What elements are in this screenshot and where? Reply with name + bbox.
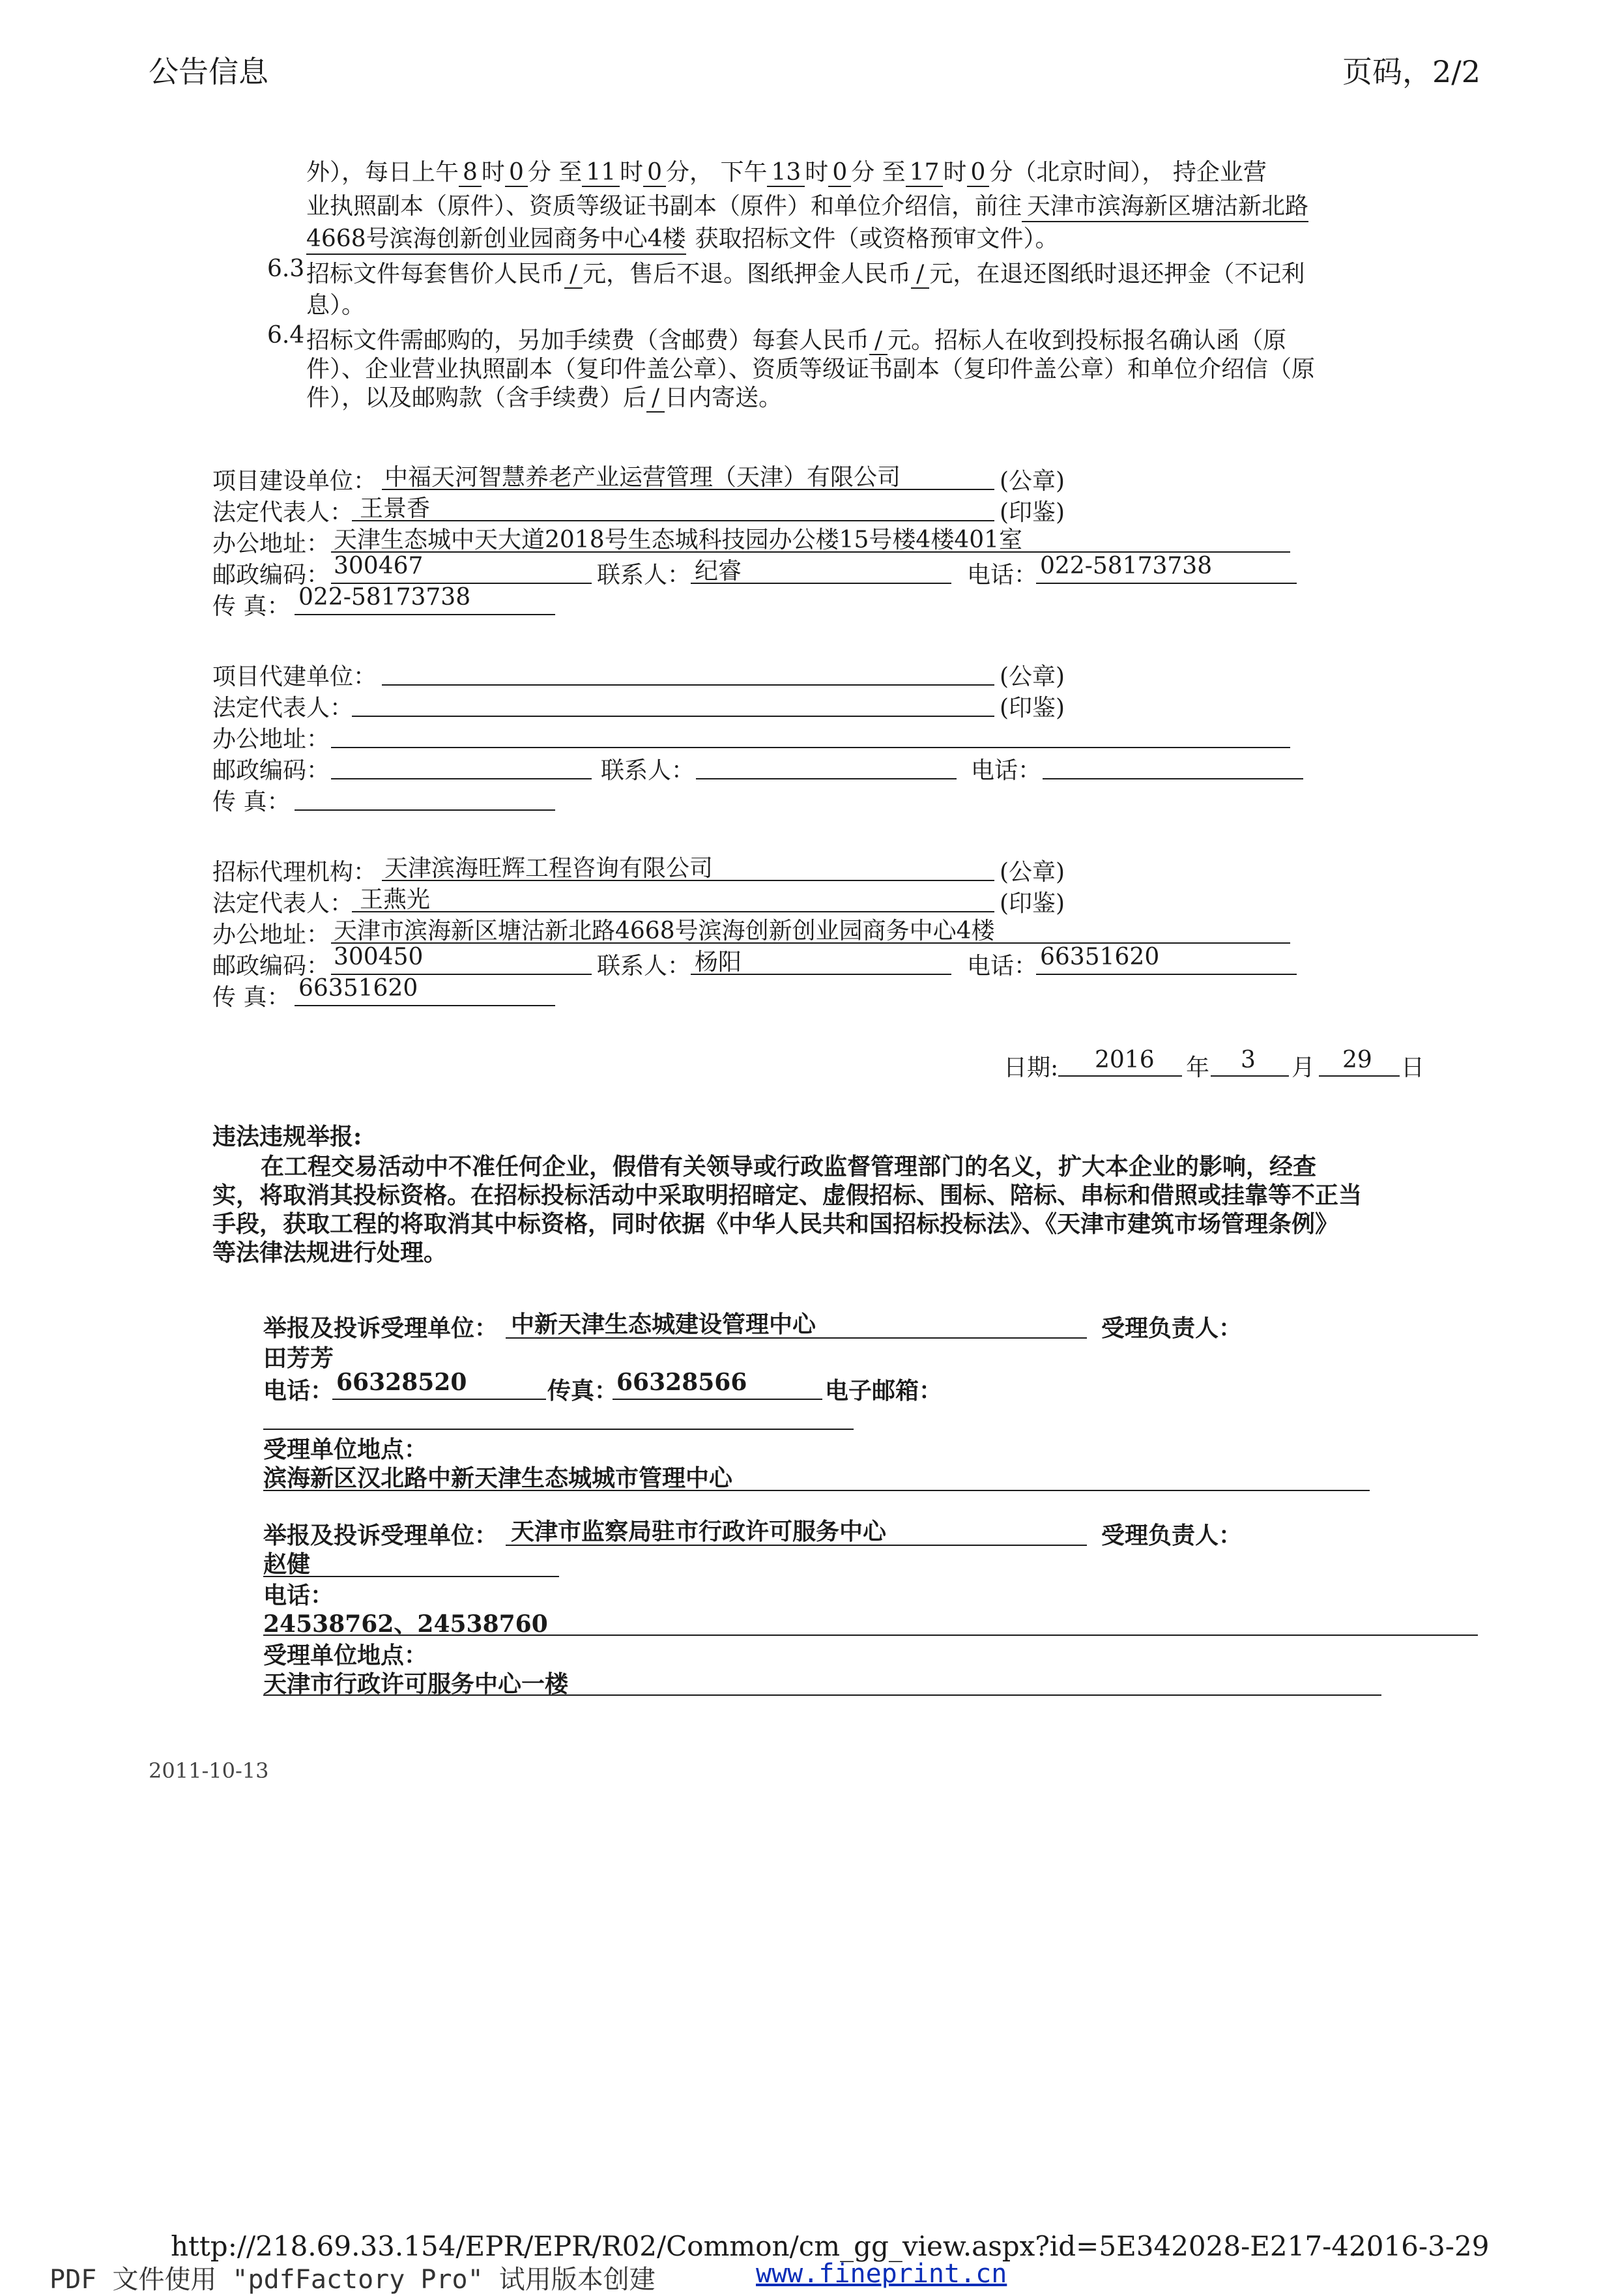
underline [506, 1545, 1087, 1546]
field-value: 13 [767, 159, 805, 187]
label: 办公地址： [212, 922, 330, 948]
owner-unit: 中福天河智慧养老产业运营管理（天津）有限公司 [384, 464, 901, 491]
field-value: 0 [967, 159, 990, 187]
date-year: 2016 [1095, 1047, 1155, 1073]
complaint1-tel: 66328520 [336, 1369, 467, 1396]
sec6-line1 [306, 154, 1267, 187]
text: 元，售后不退。图纸押金人民币 [583, 261, 912, 287]
label: 邮政编码： [212, 757, 330, 784]
underline [295, 614, 555, 615]
seal-label: (公章) [1000, 663, 1065, 690]
label: 电话： [967, 953, 1038, 980]
underline [691, 974, 951, 975]
label: 举报及投诉受理单位： [263, 1315, 498, 1342]
label: 项目代建单位： [212, 663, 377, 690]
text: 元。招标人在收到投标报名确认函（原 [887, 327, 1287, 354]
date-month: 3 [1241, 1047, 1256, 1073]
label: 传 真： [212, 789, 291, 815]
label: 办公地址： [212, 726, 330, 753]
field-value: / [646, 385, 665, 413]
page-number: 页码，2/2 [1342, 54, 1481, 89]
label: 日 [1401, 1054, 1425, 1081]
underline [352, 716, 994, 717]
underline [691, 583, 951, 584]
underline [1319, 1075, 1400, 1077]
document-date: 2011-10-13 [149, 1758, 269, 1783]
underline [1036, 974, 1297, 975]
report-paragraph-line: 实，将取消其投标资格。在招标投标活动中采取明招暗定、虚假招标、围标、陪标、串标和借照或挂靠等不正当 [212, 1182, 1363, 1209]
agency-address: 天津市滨海新区塘沽新北路4668号滨海创新创业园商务中心4楼 [334, 918, 995, 944]
seal-label: (公章) [1000, 859, 1065, 886]
label: 邮政编码： [212, 953, 330, 980]
label: 联系人： [597, 953, 691, 980]
text: 获取招标文件（或资格预审文件）。 [695, 225, 1059, 252]
text: 时 [805, 159, 829, 186]
owner-tel: 022-58173738 [1040, 553, 1213, 579]
report-paragraph-line: 等法律法规进行处理。 [212, 1239, 448, 1266]
text: 件），以及邮购款（含手续费）后 [306, 385, 647, 411]
sec64-line2: 件）、企业营业执照副本（复印件盖公章）、资质等级证书副本（复印件盖公章）和单位介绍信（原 [306, 356, 1316, 383]
agency-zip: 300450 [334, 944, 424, 970]
label: 法定代表人： [212, 695, 354, 721]
sec6-line2 [306, 188, 1308, 222]
header-title: 公告信息 [149, 54, 268, 89]
text: 分 至 [851, 159, 906, 186]
underline [1036, 583, 1297, 584]
label: 招标代理机构： [212, 859, 377, 886]
label: 联系人： [597, 562, 691, 589]
text: 时 [620, 159, 644, 186]
date-day: 29 [1342, 1047, 1372, 1073]
text: 分 至 [527, 159, 583, 186]
underline [382, 880, 994, 881]
underline [332, 1399, 546, 1400]
stamp-label: (印鉴) [1000, 890, 1065, 917]
label: 传 真： [212, 984, 291, 1011]
label: 年 [1186, 1054, 1210, 1081]
print-date: 2016-3-29 [1349, 2230, 1490, 2262]
complaint1-location: 滨海新区汉北路中新天津生态城城市管理中心 [263, 1464, 733, 1492]
label: 项目建设单位： [212, 468, 377, 495]
text: 元，在退还图纸时退还押金（不记利 [929, 261, 1305, 287]
underline [263, 1694, 1381, 1696]
label: 电话： [967, 562, 1038, 589]
underline [295, 809, 555, 811]
sec63-line2: 息）。 [306, 292, 366, 319]
underline [263, 1635, 1478, 1636]
seal-label: (公章) [1000, 468, 1065, 495]
owner-zip: 300467 [334, 553, 424, 579]
underline [382, 489, 994, 490]
item-number: 6.3 [267, 255, 305, 282]
label: 传真： [547, 1377, 618, 1404]
sec6-line3 [306, 220, 1059, 255]
text: 时 [943, 159, 967, 186]
agency-rep: 王燕光 [360, 886, 431, 913]
field-value: 天津市滨海新区塘沽新北路 [1022, 188, 1308, 222]
label: 受理单位地点： [263, 1436, 428, 1463]
underline [1043, 778, 1303, 779]
text: 招标文件每套售价人民币 [306, 261, 565, 287]
underline [331, 747, 1290, 748]
label: 法定代表人： [212, 499, 354, 526]
text: 招标文件需邮购的，另加手续费（含邮费）每套人民币 [306, 327, 870, 354]
label: 日期: [1003, 1054, 1059, 1081]
complaint2-responsible: 赵健 [263, 1550, 311, 1578]
field-value: 8 [459, 159, 482, 187]
underline [613, 1399, 822, 1400]
stamp-label: (印鉴) [1000, 695, 1065, 721]
label: 电话： [263, 1377, 334, 1404]
source-url: http://218.69.33.154/EPR/EPR/R02/Common/cm_gg_view.aspx?id=5E342028-E217-4... [171, 2230, 1376, 2262]
label: 受理负责人： [1101, 1522, 1243, 1549]
report-title: 违法违规举报: [212, 1123, 362, 1150]
stamp-label: (印鉴) [1000, 499, 1065, 526]
agency-unit: 天津滨海旺辉工程咨询有限公司 [384, 855, 714, 882]
label: 邮政编码： [212, 562, 330, 589]
field-value: 0 [505, 159, 528, 187]
underline [331, 778, 592, 779]
field-value: / [869, 327, 887, 355]
field-value: 17 [906, 159, 944, 187]
field-value: 0 [643, 159, 666, 187]
field-value: 4668号滨海创新创业园商务中心4楼 [306, 220, 686, 255]
field-value: / [911, 261, 929, 289]
complaint2-unit: 天津市监察局驻市行政许可服务中心 [511, 1518, 887, 1545]
label: 电话： [971, 757, 1042, 784]
agency-tel: 66351620 [1040, 944, 1160, 970]
underline [506, 1337, 1087, 1339]
item-number: 6.4 [267, 322, 305, 349]
label: 受理负责人： [1101, 1315, 1243, 1342]
underline [382, 684, 994, 686]
label: 联系人： [601, 757, 695, 784]
label: 传 真： [212, 593, 291, 620]
text: 分（北京时间）， 持企业营 [989, 159, 1267, 186]
label: 举报及投诉受理单位： [263, 1522, 498, 1549]
text: 分， 下午 [666, 159, 768, 186]
sec63-line1 [306, 255, 1305, 289]
owner-contact: 纪睿 [695, 558, 742, 585]
complaint1-unit: 中新天津生态城建设管理中心 [511, 1311, 816, 1338]
owner-fax: 022-58173738 [298, 584, 471, 611]
underline [1211, 1075, 1289, 1077]
underline [696, 778, 957, 779]
underline [1058, 1075, 1182, 1077]
fineprint-link[interactable]: www.fineprint.cn [756, 2259, 1007, 2289]
report-paragraph-line: 在工程交易活动中不准任何企业，假借有关领导或行政监督管理部门的名义，扩大本企业的影响，经查 [261, 1153, 1317, 1180]
agency-contact: 杨阳 [695, 949, 742, 976]
label: 月 [1291, 1054, 1316, 1081]
underline [295, 1005, 555, 1006]
text: 日内寄送。 [665, 385, 783, 411]
owner-address: 天津生态城中天大道2018号生态城科技园办公楼15号楼4楼401室 [334, 527, 1023, 553]
field-value: 0 [828, 159, 851, 187]
label: 电子邮箱： [825, 1377, 943, 1404]
label: 受理单位地点： [263, 1642, 428, 1669]
field-value: / [564, 261, 583, 289]
complaint1-fax: 66328566 [616, 1369, 747, 1396]
text: 时 [481, 159, 505, 186]
pdf-factory-note: PDF 文件使用 "pdfFactory Pro" 试用版本创建 [50, 2265, 656, 2295]
field-value: 11 [582, 159, 620, 187]
complaint1-responsible: 田芳芳 [263, 1344, 334, 1372]
label: 电话： [263, 1582, 334, 1609]
complaint2-location: 天津市行政许可服务中心一楼 [263, 1670, 569, 1698]
underline [263, 1490, 1370, 1491]
agency-fax: 66351620 [298, 975, 418, 1002]
sec64-line3 [306, 379, 782, 413]
label: 法定代表人： [212, 890, 354, 917]
complaint2-tel: 24538762、24538760 [263, 1610, 548, 1638]
text: 外），每日上午 [306, 159, 459, 186]
report-paragraph-line: 手段，获取工程的将取消其中标资格，同时依据《中华人民共和国招标投标法》、《天津市建筑市场管理条例》 [212, 1210, 1339, 1238]
underline [263, 1429, 854, 1430]
owner-rep: 王景香 [360, 495, 431, 522]
label: 办公地址： [212, 530, 330, 557]
text: 业执照副本（原件）、资质等级证书副本（原件）和单位介绍信，前往 [306, 193, 1022, 220]
